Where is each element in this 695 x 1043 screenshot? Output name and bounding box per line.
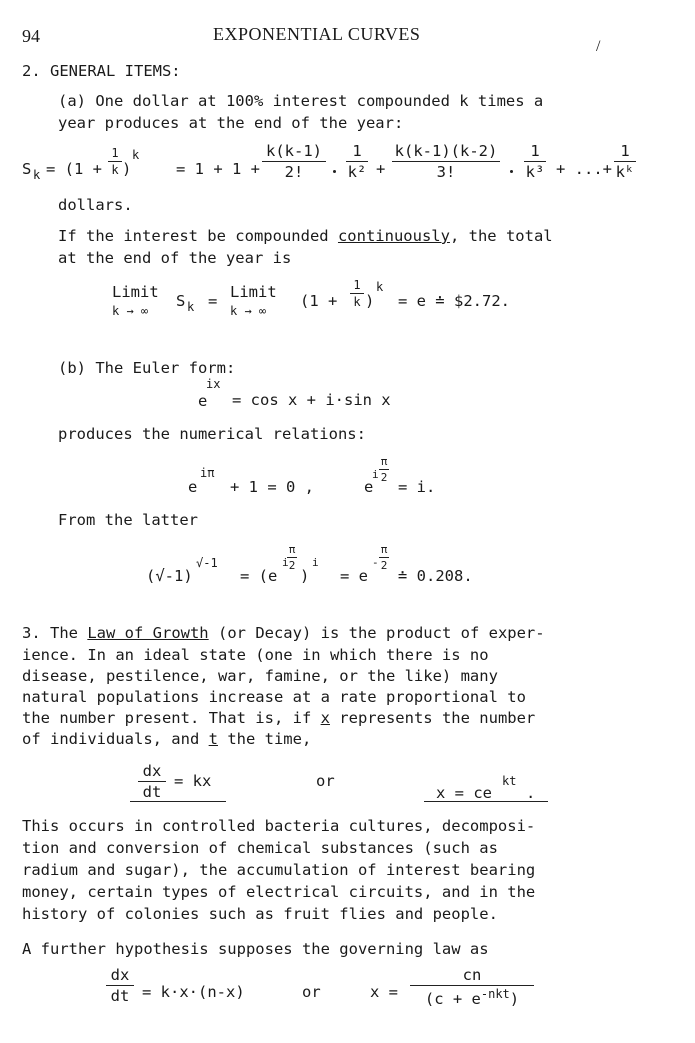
- paragraph-line: (a) One dollar at 100% interest compounded k times a: [58, 92, 544, 110]
- paragraph-line: history of colonies such as fruit flies and people.: [22, 905, 498, 923]
- fraction-term1b: 1 k²: [347, 142, 367, 181]
- limit-fraction: 1 k: [350, 278, 364, 309]
- fraction-term1: k(k-1) 2!: [262, 142, 326, 181]
- paragraph-line: This occurs in controlled bacteria cultures, decomposi-: [22, 817, 536, 835]
- limit-subscript: k → ∞: [112, 304, 149, 318]
- paragraph-line: of individuals, and t the time,: [22, 730, 312, 748]
- emphasis-continuously: continuously: [337, 227, 450, 245]
- paragraph-line: tion and conversion of chemical substances (such as: [22, 839, 498, 857]
- paragraph-line: disease, pestilence, war, famine, or the like) many: [22, 667, 498, 685]
- fraction-term2b: 1 k³: [525, 142, 545, 181]
- paragraph-line: A further hypothesis supposes the governing law as: [22, 940, 489, 958]
- limit-result: = e ≐ $2.72.: [398, 292, 510, 310]
- eq-lhs: = (1 +: [46, 160, 102, 178]
- page-number: 94: [22, 26, 40, 46]
- paragraph-line: at the end of the year is: [58, 249, 292, 267]
- emphasis-law-of-growth: Law of Growth: [87, 624, 209, 642]
- or-text: or: [316, 772, 335, 790]
- paragraph-line: natural populations increase at a rate proportional to: [22, 688, 526, 706]
- paragraph-line: From the latter: [58, 511, 198, 529]
- paragraph-line: year produces at the end of the year:: [58, 114, 404, 132]
- paragraph-line: dollars.: [58, 196, 133, 214]
- sk-symbol: S: [22, 160, 32, 178]
- equation-underline: [424, 801, 548, 802]
- limit-word: Limit: [112, 283, 159, 301]
- power-k: k: [132, 148, 140, 162]
- paragraph-line: (b) The Euler form:: [58, 359, 236, 377]
- section-heading: 2. GENERAL ITEMS:: [22, 62, 181, 80]
- paragraph-line: If the interest be compounded continuously, the total: [58, 227, 553, 245]
- eq-rhs-start: = 1 + 1 +: [176, 160, 260, 178]
- sk-subscript: k: [33, 168, 41, 182]
- limit-sk: S: [176, 292, 186, 310]
- paragraph-line: produces the numerical relations:: [58, 425, 366, 443]
- fraction-one-over-k: 1 k: [108, 146, 122, 177]
- limit-subscript: k → ∞: [230, 304, 267, 318]
- paragraph-line: ience. In an ideal state (one in which there is no: [22, 646, 489, 664]
- equation-underline: [130, 801, 226, 802]
- paragraph-line: 3. The Law of Growth (or Decay) is the product of exper-: [22, 624, 545, 642]
- fraction-term-last: 1 kᵏ: [615, 142, 635, 181]
- paragraph-line: radium and sugar), the accumulation of interest bearing: [22, 861, 536, 879]
- page-title: EXPONENTIAL CURVES: [213, 24, 421, 44]
- limit-word: Limit: [230, 283, 277, 301]
- final-result: ≐ 0.208.: [398, 567, 473, 585]
- corner-mark: /: [596, 38, 601, 55]
- fraction-term2: k(k-1)(k-2) 3!: [392, 142, 500, 181]
- or-text: or: [302, 983, 321, 1001]
- paragraph-line: the number present. That is, if x represents the number: [22, 709, 536, 727]
- ellipsis-term: + ...+: [556, 160, 612, 178]
- paragraph-line: money, certain types of electrical circuits, and in the: [22, 883, 536, 901]
